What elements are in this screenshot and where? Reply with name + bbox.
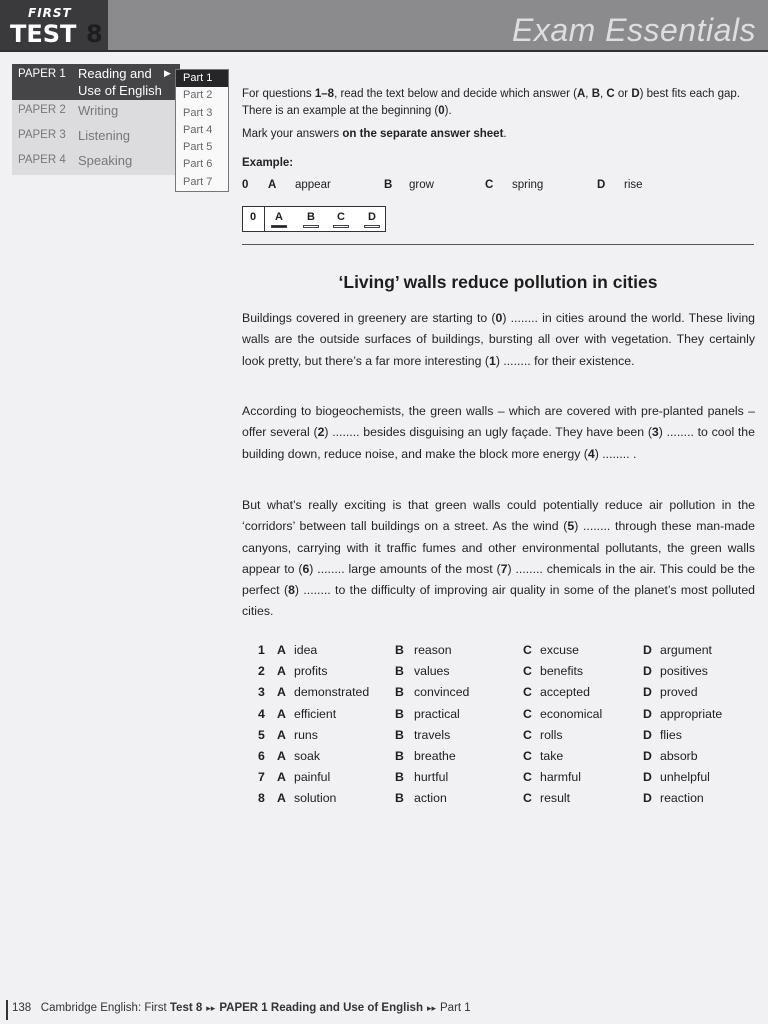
- paper-name: Speaking: [78, 153, 133, 168]
- instr-zero: 0: [438, 105, 445, 117]
- option-word: benefits: [540, 664, 584, 679]
- question-number: 2: [258, 664, 265, 679]
- option-letter: C: [523, 706, 532, 721]
- gap-number: 0: [495, 311, 503, 325]
- example-word: appear: [295, 179, 331, 191]
- answer-box-letter: A: [275, 211, 283, 223]
- option-word: positives: [660, 664, 708, 679]
- instr-option: D: [631, 88, 640, 100]
- option-letter: D: [643, 727, 652, 742]
- answer-mark: [364, 225, 380, 228]
- paper-number: PAPER 3: [18, 129, 66, 141]
- option-word: idea: [294, 643, 318, 657]
- test-number: 8: [86, 20, 103, 48]
- option-word: appropriate: [660, 706, 723, 721]
- question-number: 1: [258, 643, 265, 657]
- instr-range: 1–8: [314, 88, 335, 100]
- divider: [242, 244, 754, 245]
- part-item-3[interactable]: Part 3: [183, 106, 213, 119]
- mark-instructions: [242, 126, 754, 143]
- instr-text: , read the text below and decide which answer (: [334, 88, 577, 100]
- instr-text: ) best fits each gap. There is an example at the beginning (: [242, 88, 741, 117]
- option-word: efficient: [294, 706, 337, 721]
- question-number: 8: [258, 791, 265, 806]
- question-row: [258, 770, 758, 791]
- option-letter: B: [395, 706, 404, 721]
- instr-emphasis: on the separate answer sheet: [342, 128, 504, 140]
- paper-item-reading[interactable]: [12, 64, 180, 100]
- paper-name: Reading and Use of English: [78, 66, 162, 98]
- example-word: spring: [512, 179, 544, 191]
- question-row: [258, 791, 758, 812]
- passage-paragraph-3: [242, 495, 755, 623]
- gap-number: 6: [302, 561, 310, 576]
- question-number: 3: [258, 685, 265, 700]
- question-number: 5: [258, 727, 265, 742]
- paper-name: Writing: [78, 103, 119, 118]
- arrow-right-icon: ▶: [164, 68, 171, 78]
- footer-paper-name: Reading and Use of English: [270, 1002, 423, 1014]
- option-letter: D: [643, 685, 652, 700]
- option-word: accepted: [540, 685, 590, 700]
- option-letter: B: [395, 727, 404, 742]
- option-letter: B: [395, 643, 404, 657]
- part-menu: [175, 69, 229, 192]
- option-letter: B: [395, 664, 404, 679]
- question-row: [258, 707, 758, 728]
- option-letter: A: [277, 685, 286, 700]
- option-letter: C: [523, 643, 532, 657]
- text-title: ‘Living’ walls reduce pollution in cities: [338, 272, 658, 292]
- option-letter: D: [643, 643, 652, 657]
- question-row: [258, 728, 758, 749]
- option-word: travels: [414, 727, 451, 742]
- option-letter: A: [277, 643, 286, 657]
- option-letter: A: [277, 770, 286, 785]
- instr-option: A: [576, 88, 586, 100]
- gap-number: 8: [288, 583, 295, 598]
- option-letter: C: [523, 748, 532, 763]
- instr-text: or: [614, 88, 632, 100]
- passage-paragraph-1: [242, 308, 755, 372]
- option-word: hurtful: [414, 770, 449, 785]
- example-word: rise: [624, 179, 643, 191]
- answer-box-letter: C: [337, 211, 345, 223]
- option-word: excuse: [540, 643, 579, 657]
- answer-mark: [303, 225, 319, 228]
- double-arrow-icon: ▸▸: [206, 1003, 216, 1013]
- question-row: [258, 664, 758, 685]
- option-word: profits: [294, 664, 328, 679]
- question-row: [258, 749, 758, 770]
- instr-option: C: [606, 88, 615, 100]
- passage-text: Buildings covered in greenery are starting to (: [242, 311, 496, 325]
- option-word: breathe: [414, 748, 456, 763]
- page-header: [0, 0, 768, 52]
- answer-mark: [333, 225, 349, 228]
- option-word: action: [414, 791, 447, 806]
- page-footer: [12, 1002, 471, 1014]
- option-letter: B: [395, 748, 404, 763]
- question-number: 7: [258, 770, 265, 785]
- option-letter: C: [523, 770, 532, 785]
- paper-number: PAPER 4: [18, 154, 66, 166]
- option-word: practical: [414, 706, 460, 721]
- instr-option: B: [591, 88, 600, 100]
- example-word: grow: [409, 179, 434, 191]
- part-item-5[interactable]: Part 5: [183, 141, 213, 154]
- question-number: 4: [258, 706, 265, 721]
- passage-text: ) ........ .: [594, 446, 637, 461]
- gap-number: 3: [651, 425, 659, 440]
- option-word: unhelpful: [660, 770, 710, 785]
- paper-number: PAPER 2: [18, 104, 66, 116]
- option-word: result: [540, 791, 571, 806]
- passage-text: ) ........ to cool the building down, reduce noise, and make the block more energy (: [242, 425, 755, 461]
- option-word: values: [414, 664, 450, 679]
- answer-mark-selected: [271, 225, 287, 228]
- gap-number: 7: [500, 561, 508, 576]
- passage-paragraph-2: [242, 401, 755, 465]
- passage-text: According to biogeochemists, the green walls – which are covered with pre-planted panels – offer several (: [242, 404, 755, 440]
- gap-number: 5: [567, 519, 575, 534]
- double-arrow-icon: ▸▸: [426, 1003, 437, 1013]
- instr-text: .: [503, 128, 507, 140]
- option-word: reason: [414, 643, 452, 657]
- option-letter: A: [277, 727, 286, 742]
- answer-box-divider: [264, 207, 265, 231]
- instr-text: For questions: [242, 88, 315, 100]
- example-label: Example:: [242, 157, 294, 169]
- paper-item-writing[interactable]: [12, 100, 180, 125]
- answer-box-number: 0: [250, 211, 257, 223]
- passage-text: ) ........ besides disguising an ugly façade. They have been (: [324, 425, 652, 440]
- option-word: painful: [294, 770, 331, 785]
- passage-text: ) ........ to the difficulty of improving air quality in some of the planet’s most polluted cities.: [242, 583, 756, 619]
- option-word: soak: [294, 748, 320, 763]
- example-letter: B: [384, 179, 393, 191]
- paper-menu: [12, 64, 180, 175]
- option-letter: D: [643, 664, 652, 679]
- footer-part: Part 1: [440, 1002, 471, 1014]
- part-item-7[interactable]: Part 7: [183, 175, 213, 188]
- instr-text: ,: [585, 88, 592, 100]
- option-letter: C: [523, 727, 532, 742]
- option-letter: A: [277, 706, 286, 721]
- option-word: argument: [660, 643, 712, 657]
- example-letter: D: [597, 179, 606, 191]
- paper-number: PAPER 1: [18, 68, 66, 80]
- passage-text: ) ........ through these man-made canyons, carrying with it traffic fumes and other environmental pollutants, the green walls appear to (: [242, 519, 755, 576]
- instr-text: ,: [600, 88, 607, 100]
- question-row: [258, 643, 758, 664]
- page-number: 138: [12, 1002, 32, 1014]
- passage-text: ) ........ for their existence.: [495, 353, 635, 368]
- footer-test: Test 8: [169, 1002, 203, 1014]
- option-word: absorb: [660, 748, 698, 763]
- gap-number: 2: [317, 425, 325, 440]
- option-letter: C: [523, 791, 532, 806]
- answer-box-letter: D: [368, 211, 376, 223]
- brand-title: Exam Essentials: [511, 12, 756, 48]
- part-item-6[interactable]: Part 6: [183, 158, 213, 171]
- paper-item-listening[interactable]: [12, 125, 180, 150]
- option-letter: D: [643, 748, 652, 763]
- option-word: economical: [540, 706, 603, 721]
- option-word: proved: [660, 685, 698, 700]
- passage-text: But what’s really exciting is that green walls could potentially reduce air pollution in the ‘corridors’ between tall buildings on a street. As the wind (: [242, 498, 755, 534]
- option-letter: A: [277, 791, 286, 806]
- option-word: take: [540, 748, 564, 763]
- instr-text: ).: [444, 105, 452, 117]
- passage-text: ) ........ in cities around the world. These living walls are the outside surfaces of buildings, bursting all over with vegetation. They certainly look pretty, but there’s a far more interesting (: [242, 311, 755, 368]
- option-letter: B: [395, 685, 404, 700]
- option-letter: C: [523, 664, 532, 679]
- option-letter: D: [643, 770, 652, 785]
- footer-rule: [6, 1000, 8, 1020]
- passage-text: ) ........ large amounts of the most (: [309, 561, 501, 576]
- part-item-4[interactable]: Part 4: [183, 123, 213, 136]
- gap-number: 1: [488, 353, 496, 368]
- option-word: demonstrated: [294, 685, 370, 700]
- example-letter: C: [485, 179, 494, 191]
- option-letter: D: [643, 706, 652, 721]
- option-letter: A: [277, 664, 286, 679]
- instructions: [242, 86, 754, 120]
- question-row: [258, 685, 758, 706]
- footer-book: Cambridge English: First: [40, 1002, 167, 1014]
- option-letter: B: [395, 791, 404, 806]
- option-letter: D: [643, 791, 652, 806]
- option-word: flies: [660, 727, 682, 742]
- example-letter: A: [268, 179, 277, 191]
- example-row: [242, 179, 702, 197]
- option-word: convinced: [414, 685, 470, 700]
- option-word: solution: [294, 791, 337, 806]
- passage-text: ) ........ chemicals in the air. This could be the perfect (: [242, 561, 755, 598]
- option-word: reaction: [660, 791, 704, 806]
- question-number: 6: [258, 748, 265, 763]
- option-letter: A: [277, 748, 286, 763]
- example-answer-box: [242, 206, 386, 232]
- part-item-2[interactable]: Part 2: [183, 89, 213, 102]
- example-number: 0: [242, 179, 249, 191]
- option-letter: C: [523, 685, 532, 700]
- option-letter: B: [395, 770, 404, 785]
- paper-name: Listening: [78, 128, 131, 143]
- test-label: TEST: [10, 20, 77, 48]
- gap-number: 4: [587, 446, 595, 461]
- part-item-1[interactable]: Part 1: [176, 70, 228, 87]
- footer-paper: PAPER 1: [219, 1002, 268, 1014]
- paper-item-speaking[interactable]: [12, 150, 180, 175]
- instr-text: Mark your answers: [242, 128, 343, 140]
- option-word: harmful: [540, 770, 582, 785]
- question-options-table: [258, 643, 758, 813]
- first-label: FIRST: [28, 6, 72, 20]
- answer-box-letter: B: [307, 211, 315, 223]
- option-word: rolls: [540, 727, 563, 742]
- option-word: runs: [294, 727, 318, 742]
